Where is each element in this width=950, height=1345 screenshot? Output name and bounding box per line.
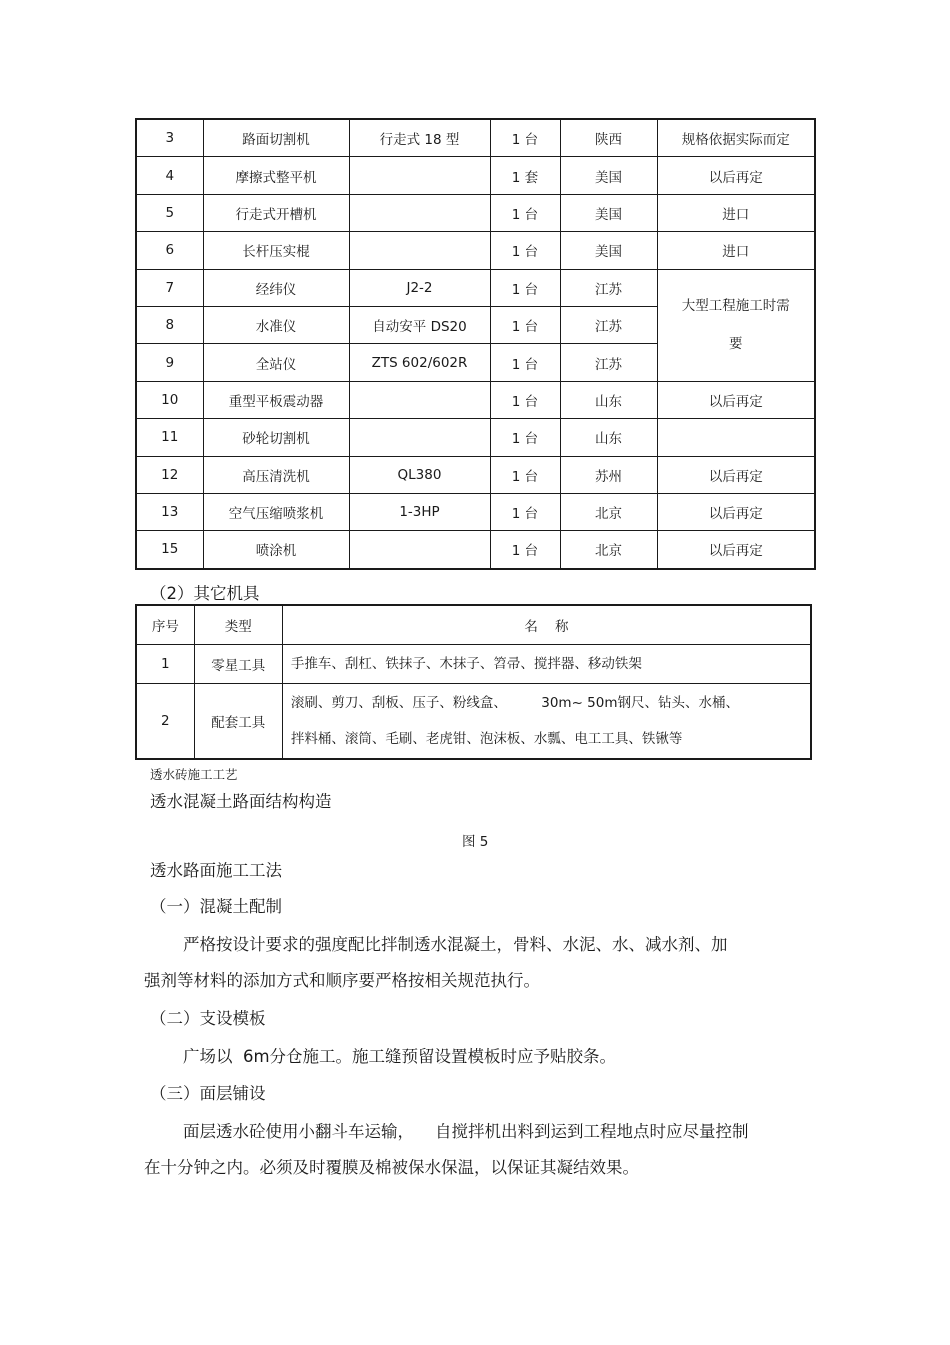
cell-name: 重型平板震动器 (203, 381, 349, 418)
cell-type: 零星工具 (194, 645, 282, 684)
cell-model: QL380 (349, 456, 490, 493)
cell-no: 3 (136, 119, 203, 157)
para3-line1: 面层透水砼使用小翻斗车运输， 自搅拌机出料到运到工程地点时应尽量控制 (183, 1122, 749, 1141)
cell-qty: 1 台 (490, 381, 560, 418)
cell-note: 以后再定 (657, 157, 815, 194)
heading-method: 透水路面施工工法 (150, 861, 282, 880)
cell-origin: 山东 (560, 419, 657, 456)
cell-no: 12 (136, 456, 203, 493)
cell-origin: 江苏 (560, 269, 657, 306)
cell-name: 空气压缩喷浆机 (203, 493, 349, 530)
cell-model: ZTS 602/602R (349, 344, 490, 381)
subheading-2: （二）支设模板 (150, 1009, 266, 1028)
table-header-row (136, 605, 811, 645)
cell-origin: 江苏 (560, 306, 657, 343)
cell-qty: 1 台 (490, 194, 560, 231)
desc-line2: 拌料桶、滚筒、毛刷、老虎钳、泡沫板、水瓢、电工工具、铁锹等 (290, 731, 683, 747)
table-row (136, 119, 815, 157)
cell-note: 进口 (657, 232, 815, 269)
cell-origin: 陕西 (560, 119, 657, 157)
figure-label: 图 5 (462, 834, 489, 850)
table-row (136, 531, 815, 569)
cell-no: 2 (136, 684, 194, 760)
cell-name: 长杆压实棍 (203, 232, 349, 269)
table-row (136, 232, 815, 269)
cell-model: 1-3HP (349, 493, 490, 530)
cell-qty: 1 套 (490, 157, 560, 194)
cell-qty: 1 台 (490, 232, 560, 269)
cell-origin: 北京 (560, 531, 657, 569)
cell-model (349, 194, 490, 231)
cell-desc (282, 684, 811, 760)
table-row (136, 419, 815, 456)
table-row (136, 456, 815, 493)
cell-name: 喷涂机 (203, 531, 349, 569)
header-type: 类型 (194, 605, 282, 645)
caption-small: 透水砖施工工艺 (150, 767, 238, 782)
table-row (136, 645, 811, 684)
header-no: 序号 (136, 605, 194, 645)
para2: 广场以 6m分仓施工。施工缝预留设置模板时应予贴胶条。 (183, 1047, 617, 1066)
table-row (136, 381, 815, 418)
cell-name: 经纬仪 (203, 269, 349, 306)
cell-note: 以后再定 (657, 381, 815, 418)
cell-no: 8 (136, 306, 203, 343)
cell-model: J2-2 (349, 269, 490, 306)
cell-note (657, 419, 815, 456)
cell-no: 1 (136, 645, 194, 684)
para1-line2: 强剂等材料的添加方式和顺序要严格按相关规范执行。 (144, 971, 540, 990)
para3-line2: 在十分钟之内。必须及时覆膜及棉被保水保温，以保证其凝结效果。 (144, 1158, 639, 1177)
tools-table (135, 604, 812, 760)
cell-no: 11 (136, 419, 203, 456)
cell-model (349, 232, 490, 269)
cell-no: 7 (136, 269, 203, 306)
table-row (136, 684, 811, 760)
cell-no: 15 (136, 531, 203, 569)
cell-note: 以后再定 (657, 493, 815, 530)
cell-qty: 1 台 (490, 269, 560, 306)
cell-model: 行走式 18 型 (349, 119, 490, 157)
cell-desc: 手推车、刮杠、铁抹子、木抹子、笤帚、搅拌器、移动铁架 (282, 645, 811, 684)
cell-qty: 1 台 (490, 119, 560, 157)
cell-no: 5 (136, 194, 203, 231)
table-row (136, 157, 815, 194)
cell-name: 水准仪 (203, 306, 349, 343)
cell-name: 路面切割机 (203, 119, 349, 157)
cell-note-merged (657, 269, 815, 381)
cell-name: 行走式开槽机 (203, 194, 349, 231)
cell-no: 10 (136, 381, 203, 418)
cell-origin: 北京 (560, 493, 657, 530)
cell-note: 以后再定 (657, 456, 815, 493)
merged-note-line1: 大型工程施工时需 (681, 298, 790, 315)
desc-line1: 滚刷、剪刀、刮板、压子、粉线盒、 30m~ 50m钢尺、钻头、水桶、 (290, 695, 740, 711)
header-name: 名 称 (282, 605, 811, 645)
equipment-table (135, 118, 816, 570)
cell-qty: 1 台 (490, 493, 560, 530)
cell-model (349, 381, 490, 418)
cell-origin: 美国 (560, 232, 657, 269)
subheading-1: （一）混凝土配制 (150, 897, 282, 916)
cell-name: 全站仪 (203, 344, 349, 381)
cell-qty: 1 台 (490, 344, 560, 381)
cell-note: 规格依据实际而定 (657, 119, 815, 157)
cell-no: 13 (136, 493, 203, 530)
cell-origin: 江苏 (560, 344, 657, 381)
cell-model (349, 157, 490, 194)
merged-note-line2: 要 (729, 336, 743, 353)
cell-origin: 美国 (560, 194, 657, 231)
table-row (136, 493, 815, 530)
cell-qty: 1 台 (490, 419, 560, 456)
cell-origin: 苏州 (560, 456, 657, 493)
cell-name: 砂轮切割机 (203, 419, 349, 456)
cell-type: 配套工具 (194, 684, 282, 760)
cell-name: 摩擦式整平机 (203, 157, 349, 194)
table-row (136, 194, 815, 231)
heading-structure: 透水混凝土路面结构构造 (150, 792, 332, 811)
para1-line1: 严格按设计要求的强度配比拌制透水混凝土，骨料、水泥、水、减水剂、加 (183, 935, 728, 954)
cell-note: 进口 (657, 194, 815, 231)
table-row (136, 269, 815, 306)
cell-no: 6 (136, 232, 203, 269)
cell-origin: 山东 (560, 381, 657, 418)
cell-no: 9 (136, 344, 203, 381)
cell-name: 高压清洗机 (203, 456, 349, 493)
cell-model (349, 531, 490, 569)
cell-qty: 1 台 (490, 306, 560, 343)
cell-model: 自动安平 DS20 (349, 306, 490, 343)
section-heading-other-tools: （2）其它机具 (150, 584, 260, 603)
cell-qty: 1 台 (490, 456, 560, 493)
cell-origin: 美国 (560, 157, 657, 194)
cell-note: 以后再定 (657, 531, 815, 569)
cell-no: 4 (136, 157, 203, 194)
cell-qty: 1 台 (490, 531, 560, 569)
cell-model (349, 419, 490, 456)
subheading-3: （三）面层铺设 (150, 1084, 266, 1103)
